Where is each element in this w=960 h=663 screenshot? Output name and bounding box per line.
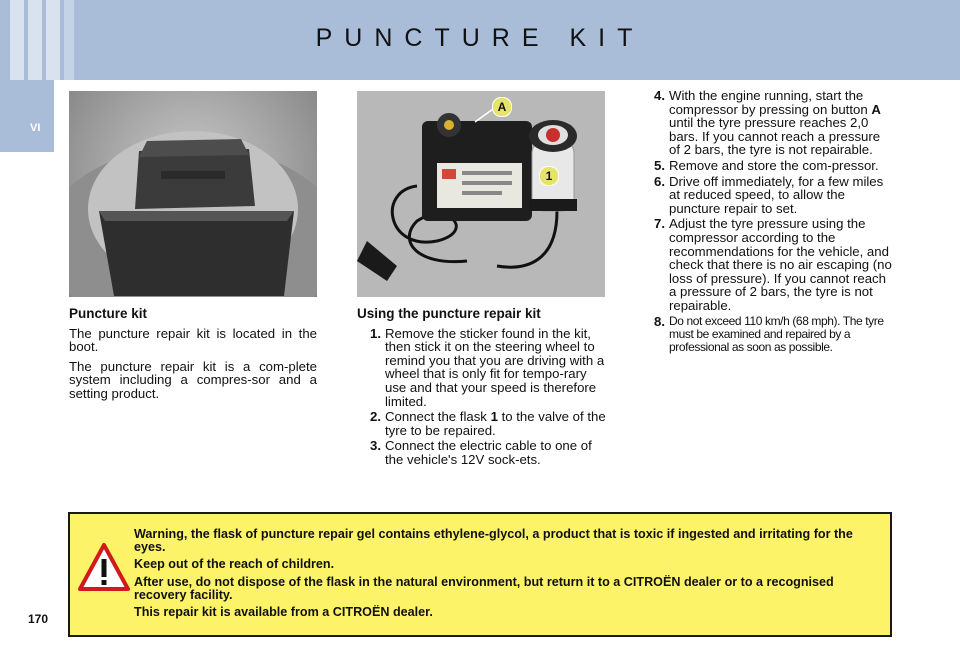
- step-item: [357, 439, 607, 466]
- step-item: [651, 217, 893, 312]
- step-number: 8.: [654, 313, 665, 329]
- warning-text: [134, 528, 886, 623]
- step-number: 6.: [654, 173, 665, 189]
- step-text: Connect the flask 1 to the valve of the tyre to be repaired.: [385, 409, 606, 438]
- step-text: Remove and store the com-pressor.: [669, 157, 879, 173]
- paragraph: The puncture repair kit is located in the boot.: [69, 325, 317, 355]
- step-text: Do not exceed 110 km/h (68 mph). The tyre must be examined and repaired by a professional as soon as possible.: [669, 313, 884, 354]
- left-column: [69, 307, 317, 407]
- compressor-photo: [357, 91, 605, 297]
- step-text: Adjust the tyre pressure using the compressor according to the recommendations for the vehicle, and check that there is no air escaping (no loss of pressure). If you cannot reach a pressure of 2 bars, the tyre is not repairable.: [669, 216, 892, 313]
- warning-triangle-icon: [78, 542, 130, 592]
- right-column: [651, 89, 893, 356]
- step-number: 4.: [654, 88, 665, 103]
- step-item: [651, 89, 893, 157]
- page-title: PUNCTURE KIT: [315, 24, 645, 52]
- step-item: [357, 327, 607, 409]
- step-item: [651, 315, 893, 354]
- warning-line: This repair kit is available from a CITROËN dealer.: [134, 605, 433, 620]
- step-text: Drive off immediately, for a few miles at reduced speed, to allow the puncture repair to set.: [669, 173, 884, 216]
- header-band: [0, 0, 960, 80]
- section-heading: Puncture kit: [69, 306, 148, 321]
- step-number: 7.: [654, 216, 665, 232]
- step-item: [357, 410, 607, 437]
- warning-box: [68, 512, 892, 637]
- step-text: Connect the electric cable to one of the vehicle's 12V sock-ets.: [385, 438, 592, 467]
- step-item: [651, 175, 893, 216]
- step-number: 5.: [654, 157, 665, 173]
- callout-a-label: A: [497, 100, 507, 114]
- chapter-tab-label: VI: [30, 122, 41, 134]
- warning-line: After use, do not dispose of the flask in the natural environment, but return it to a CITROËN dealer or to a recognised recovery facility.: [134, 574, 834, 602]
- step-item: [651, 159, 893, 173]
- middle-column: [357, 307, 607, 469]
- callout-a: [492, 97, 512, 117]
- step-text: Remove the sticker found in the kit, then stick it on the steering wheel to remind you that you are driving with a wheel that is only fit for tempo-rary use and that your speed is therefore limited.: [385, 325, 605, 409]
- step-number: 2.: [370, 409, 381, 425]
- chapter-tab: [0, 80, 54, 152]
- callout-1-label: 1: [545, 169, 553, 183]
- warning-line: Keep out of the reach of children.: [134, 557, 335, 572]
- boot-photo: [69, 91, 317, 297]
- callout-1: [539, 166, 559, 186]
- step-text: With the engine running, start the compressor by pressing on button A until the tyre pressure reaches 2,0 bars. If you cannot reach a pressure of 2 bars, the tyre is not repairable.: [669, 88, 881, 158]
- step-number: 1.: [370, 325, 381, 341]
- page-number: 170: [28, 612, 49, 626]
- paragraph: The puncture repair kit is a com-plete system including a compres-sor and a setting product.: [69, 358, 317, 401]
- section-heading: Using the puncture repair kit: [357, 306, 541, 321]
- step-number: 3.: [370, 438, 381, 454]
- warning-line: Warning, the flask of puncture repair gel contains ethylene-glycol, a product that is toxic if ingested and irritating for the eyes.: [134, 527, 853, 555]
